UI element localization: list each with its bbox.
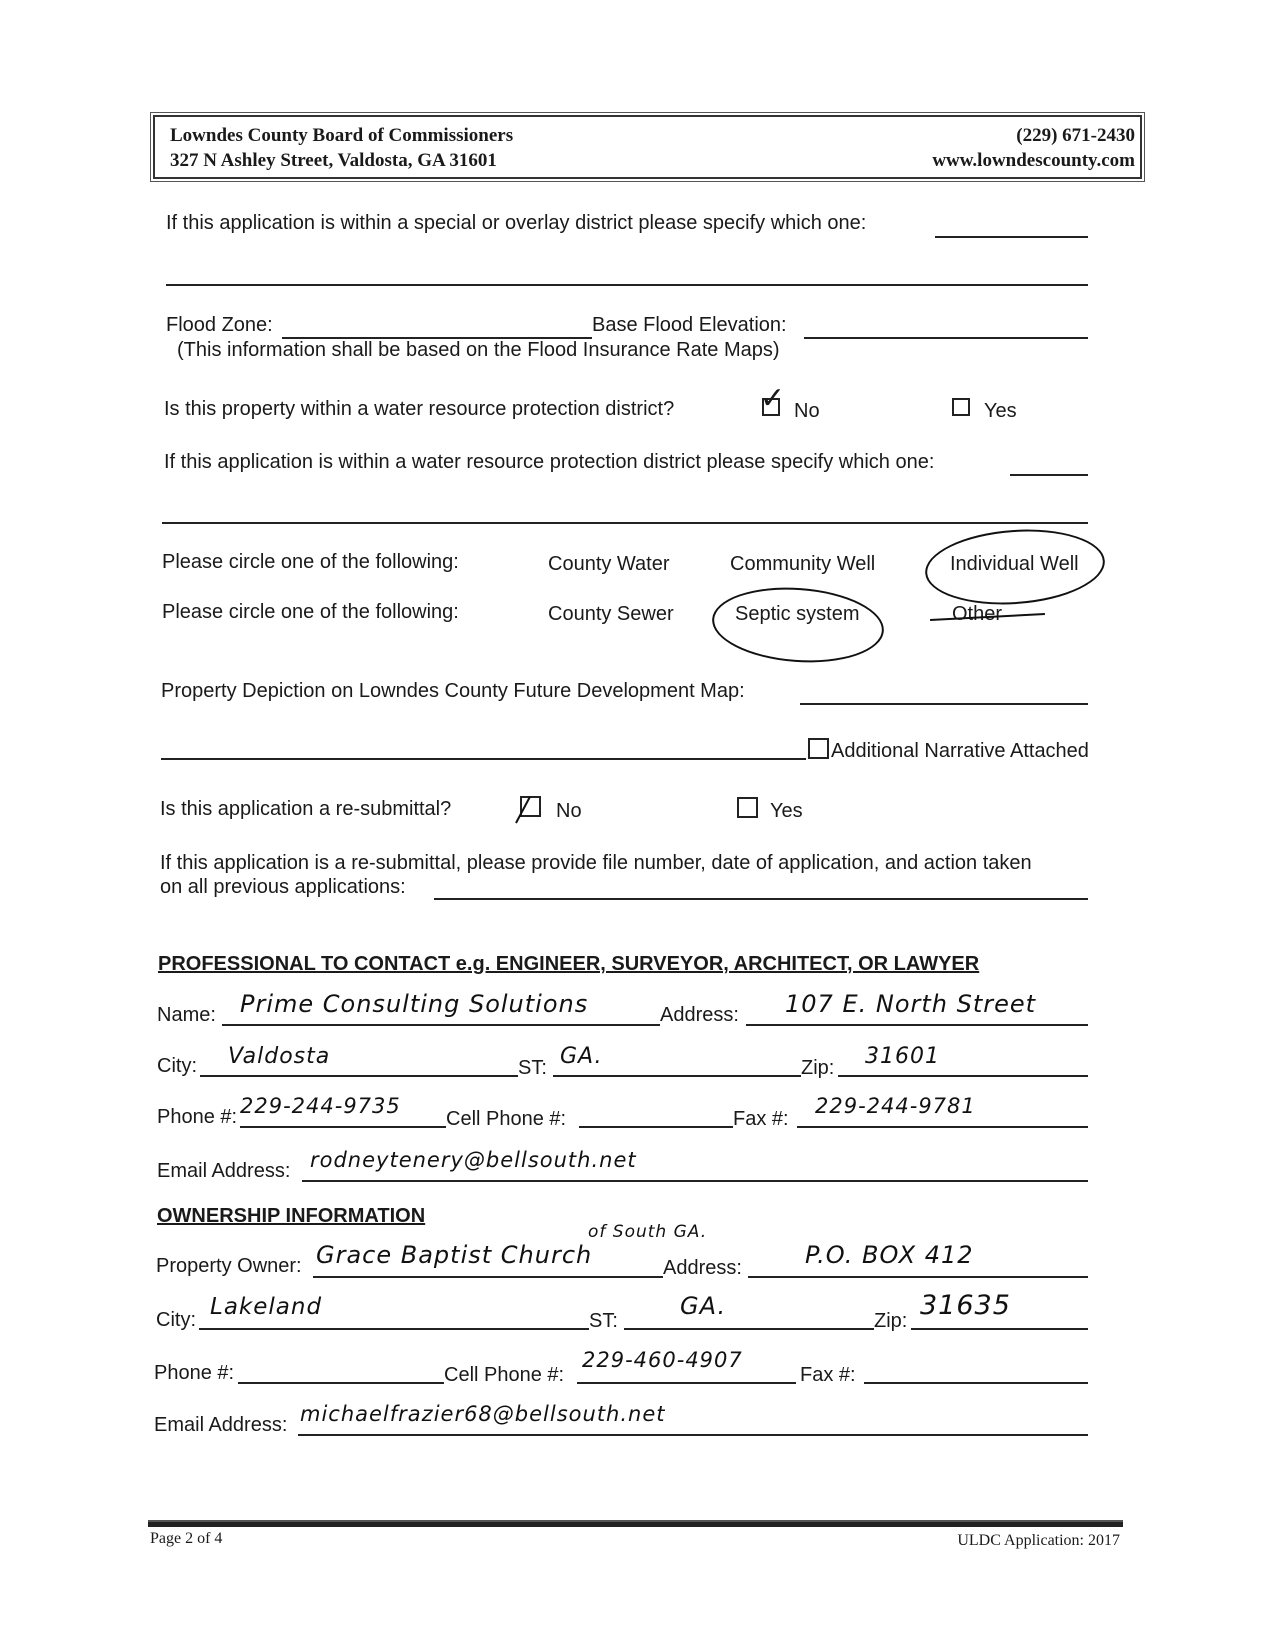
pro-fax-field[interactable] [797,1126,1088,1128]
owner-cell-value: 229-460-4907 [582,1348,743,1372]
owner-address-field[interactable] [748,1276,1088,1278]
pro-cell-field[interactable] [579,1126,733,1128]
owner-value-suffix: of South GA. [588,1222,708,1242]
water-district-no-label: No [794,400,820,422]
ownership-heading: OWNERSHIP INFORMATION [157,1205,426,1227]
pro-city-field[interactable] [200,1075,518,1077]
pro-city-value: Valdosta [228,1044,331,1069]
selected-circle-individual-well [923,524,1108,610]
water-district-specify-field-line2[interactable] [162,522,1088,524]
resubmittal-detail-label: If this application is a re-submittal, please provide file number, date of application, and action taken [160,852,1032,874]
pro-fax-value: 229-244-9781 [815,1094,976,1118]
pro-name-value: Prime Consulting Solutions [240,990,589,1018]
option-individual-well[interactable]: Individual Well [950,553,1079,575]
water-source-label: Please circle one of the following: [162,551,459,573]
pro-fax-label: Fax #: [733,1108,789,1130]
water-district-yes-checkbox[interactable] [952,398,970,416]
pro-email-value: rodneytenery@bellsouth.net [310,1148,637,1172]
owner-address-value: P.O. BOX 412 [805,1241,974,1269]
owner-email-field[interactable] [298,1434,1088,1436]
option-county-sewer[interactable]: County Sewer [548,603,674,625]
water-district-yes-label: Yes [984,400,1017,422]
owner-fax-label: Fax #: [800,1364,856,1386]
sewer-label: Please circle one of the following: [162,601,459,623]
page-number: Page 2 of 4 [150,1530,223,1547]
owner-zip-value: 31635 [920,1290,1011,1321]
pro-address-label: Address: [660,1004,739,1026]
footer-rule [148,1520,1123,1527]
pro-zip-field[interactable] [838,1075,1088,1077]
letterhead-right [932,123,1135,173]
flood-zone-label: Flood Zone: [166,314,273,336]
owner-city-label: City: [156,1309,196,1331]
selected-circle-septic [710,582,887,668]
pro-zip-value: 31601 [865,1044,940,1069]
pro-email-field[interactable] [302,1180,1088,1182]
pro-email-label: Email Address: [157,1160,291,1182]
owner-label: Property Owner: [156,1255,302,1277]
org-website: www.lowndescounty.com [932,150,1135,171]
pro-st-field[interactable] [553,1075,801,1077]
form-id: ULDC Application: 2017 [957,1532,1120,1549]
overlay-district-field-line2[interactable] [166,284,1088,286]
future-map-label: Property Depiction on Lowndes County Future Development Map: [161,680,745,702]
owner-st-value: GA. [680,1292,727,1320]
owner-field[interactable] [313,1276,663,1278]
owner-st-field[interactable] [624,1328,874,1330]
pro-name-label: Name: [157,1004,216,1026]
owner-address-label: Address: [663,1257,742,1279]
resubmittal-question: Is this application a re-submittal? [160,798,452,820]
resubmittal-no-label: No [556,800,582,822]
pro-address-value: 107 E. North Street [785,990,1037,1018]
org-name: Lowndes County Board of Commissioners [170,125,514,146]
owner-email-value: michaelfrazier68@bellsouth.net [300,1402,666,1426]
pro-name-field[interactable] [222,1024,660,1026]
org-address: 327 N Ashley Street, Valdosta, GA 31601 [170,150,497,171]
owner-fax-field[interactable] [864,1382,1088,1384]
pro-city-label: City: [157,1055,197,1077]
owner-zip-label: Zip: [874,1310,908,1332]
pro-cell-label: Cell Phone #: [446,1108,567,1130]
narrative-label: Additional Narrative Attached [831,740,1089,762]
owner-phone-field[interactable] [238,1382,444,1384]
overlay-district-label: If this application is within a special or overlay district please specify which one: [166,212,867,234]
pro-phone-value: 229-244-9735 [240,1094,401,1118]
resubmittal-detail-field[interactable] [434,898,1088,900]
narrative-checkbox[interactable] [808,738,829,759]
option-septic-system[interactable]: Septic system [735,603,860,625]
flood-note: (This information shall be based on the Flood Insurance Rate Maps) [177,339,780,361]
owner-cell-field[interactable] [577,1382,796,1384]
water-district-question: Is this property within a water resource protection district? [164,398,675,420]
resubmittal-yes-label: Yes [770,800,803,822]
resubmittal-detail-label-2: on all previous applications: [160,876,406,898]
owner-zip-field[interactable] [911,1328,1088,1330]
pro-zip-label: Zip: [801,1057,835,1079]
pro-phone-label: Phone #: [157,1106,238,1128]
future-map-field-line2[interactable] [161,758,806,760]
water-district-specify-label: If this application is within a water resource protection district please specify which one: [164,451,935,473]
owner-city-value: Lakeland [210,1294,323,1320]
overlay-district-field[interactable] [935,236,1088,238]
pro-address-field[interactable] [746,1024,1088,1026]
base-flood-field[interactable] [804,337,1088,339]
resubmittal-yes-checkbox[interactable] [737,797,758,818]
owner-email-label: Email Address: [154,1414,288,1436]
base-flood-label: Base Flood Elevation: [592,314,787,336]
owner-phone-label: Phone #: [154,1362,235,1384]
option-county-water[interactable]: County Water [548,553,670,575]
pro-st-label: ST: [518,1057,547,1079]
pro-st-value: GA. [560,1044,603,1069]
letterhead-left [170,123,513,173]
option-other[interactable]: Other [952,603,1003,625]
owner-st-label: ST: [589,1310,618,1332]
professional-heading: PROFESSIONAL TO CONTACT e.g. ENGINEER, SURVEYOR, ARCHITECT, OR LAWYER [158,953,980,975]
option-community-well[interactable]: Community Well [730,553,876,575]
owner-value: Grace Baptist Church [316,1241,593,1269]
owner-city-field[interactable] [199,1328,589,1330]
pro-phone-field[interactable] [240,1126,446,1128]
checkmark-icon: ✓ [760,382,786,415]
water-district-specify-field[interactable] [1010,474,1088,476]
owner-cell-label: Cell Phone #: [444,1364,565,1386]
org-phone: (229) 671-2430 [1016,125,1135,146]
future-map-field[interactable] [800,703,1088,705]
